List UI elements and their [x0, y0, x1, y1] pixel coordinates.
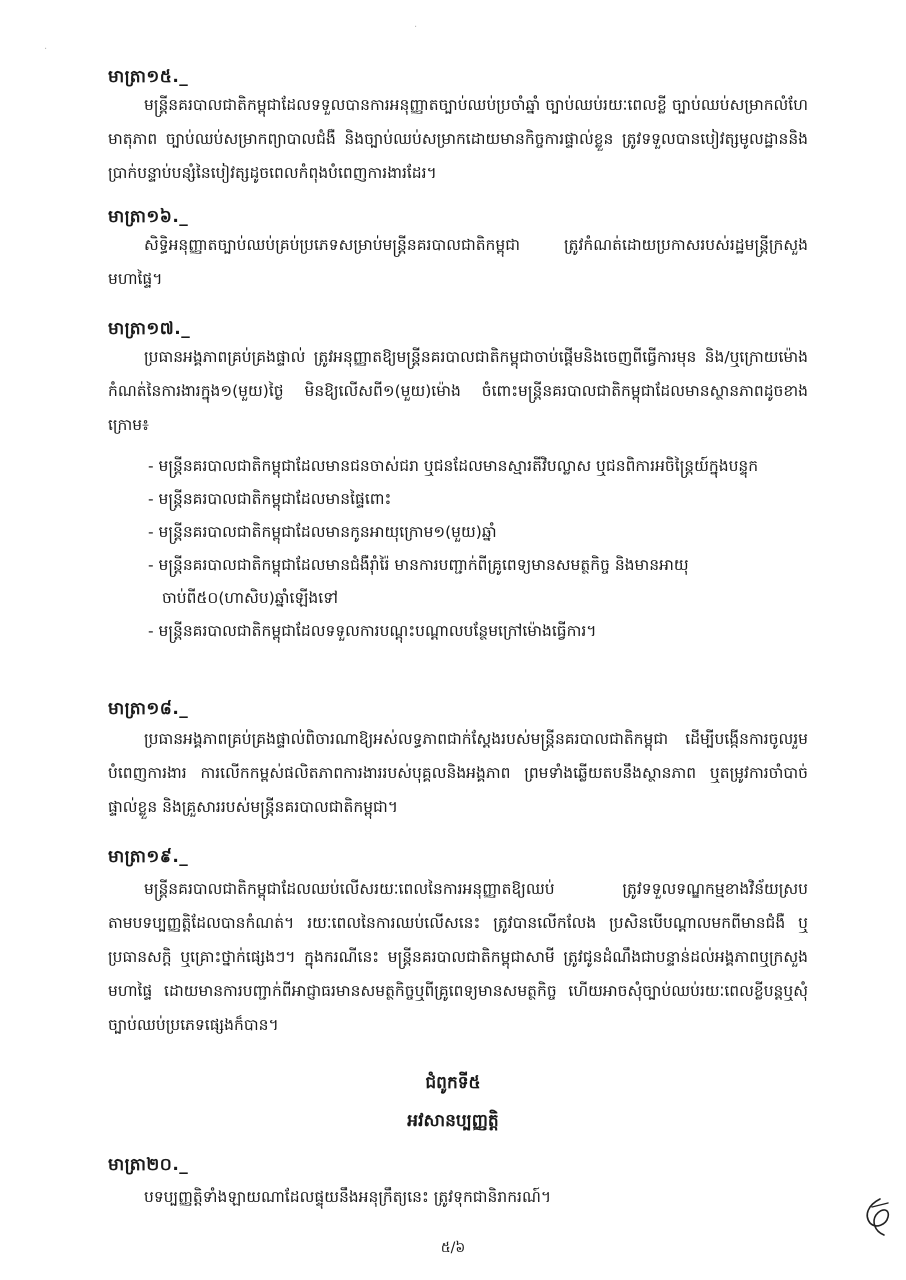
article-16-heading: មាត្រា១៦._	[108, 207, 189, 227]
article-20-text: បទប្បញ្ញត្តិទាំងឡាយណាដែលផ្ទុយនឹងអនុក្រឹត្យនេះ ត្រូវទុកជានិរាករណ៍។	[144, 1188, 552, 1206]
article-19-heading: មាត្រា១៩._	[108, 847, 189, 867]
page-number: ៥/៦	[440, 1240, 466, 1256]
article-17-bullet-list	[148, 450, 808, 648]
list-item: - មន្ត្រីនគរបាលជាតិកម្ពុជាដែលទទួលការបណ្តុះបណ្តាលបន្ថែមក្រៅម៉ោងធ្វើការ។	[148, 622, 597, 640]
handwritten-initial-icon	[858, 1195, 894, 1239]
article-15-text: មន្ត្រីនគរបាលជាតិកម្ពុជាដែលទទួលបានការអនុញ្ញាតច្បាប់ឈប់ប្រចាំឆ្នាំ ច្បាប់ឈប់រយៈពេលខ្លី ច្បាប់ឈប់សម្រាកលំហែមាតុភាព ច្បាប់ឈប់សម្រាកព្យាបាលជំងឺ និងច្បាប់ឈប់សម្រាកដោយមានកិច្ចការផ្ទាល់ខ្លួន ត្រូវទទួលបានបៀវត្សមូលដ្ឋាននិងប្រាក់បន្ទាប់បន្សំនៃបៀវត្សដូចពេលកំពុងបំពេញការងារដែរ។	[108, 96, 808, 182]
chapter-number: ជំពូកទី៥	[425, 1073, 481, 1093]
article-18-text: ប្រធានអង្គភាពគ្រប់គ្រងផ្ទាល់ពិចារណាឱ្យអស់លទ្ធភាពជាក់ស្តែងរបស់មន្ត្រីនគរបាលជាតិកម្ពុជា ដើម្បីបង្កើនការចូលរួមបំពេញការងារ ការលើកកម្ពស់ផលិតភាពការងាររបស់បុគ្គលនិងអង្គភាព ព្រមទាំងឆ្លើយតបនឹងស្ថានភាព ឬតម្រូវការចាំបាច់ផ្ទាល់ខ្លួន និងគ្រួសាររបស់មន្ត្រីនគរបាលជាតិកម្ពុជា។	[108, 730, 808, 816]
scan-speck: ·	[44, 44, 48, 55]
article-15-heading: មាត្រា១៥._	[108, 67, 189, 87]
list-item: - មន្ត្រីនគរបាលជាតិកម្ពុជាដែលមានកូនអាយុក្រោម១(មួយ)ឆ្នាំ	[148, 523, 497, 541]
article-17-text: ប្រធានអង្គភាពគ្រប់គ្រងផ្ទាល់ ត្រូវអនុញ្ញាតឱ្យមន្ត្រីនគរបាលជាតិកម្ពុជាចាប់ផ្តើមនិងចេញពីធ្វើការមុន និង/ឬក្រោយម៉ោងកំណត់នៃការងារក្នុង១(មួយ)ថ្ងៃ មិនឱ្យលើសពី១(មួយ)ម៉ោង ចំពោះមន្ត្រីនគរបាលជាតិកម្ពុជាដែលមានស្ថានភាពដូចខាងក្រោម៖	[108, 348, 808, 434]
article-20-heading: មាត្រា២០._	[108, 1155, 189, 1175]
list-item: - មន្ត្រីនគរបាលជាតិកម្ពុជាដែលមានជំងឺរ៉ាំរ៉ៃ មានការបញ្ជាក់ពីគ្រូពេទ្យមានសមត្ថកិច្ច និងមានអាយុចាប់ពី៥០(ហាសិប)ឆ្នាំឡើងទៅ	[148, 556, 689, 607]
article-18-heading: មាត្រា១៨._	[108, 699, 189, 719]
chapter-title: អវសានប្បញ្ញត្តិ	[407, 1111, 499, 1131]
list-item: - មន្ត្រីនគរបាលជាតិកម្ពុជាដែលមានផ្ទៃពោះ	[148, 490, 392, 508]
article-16-text: សិទ្ធិអនុញ្ញាតច្បាប់ឈប់គ្រប់ប្រភេទសម្រាប់មន្ត្រីនគរបាលជាតិកម្ពុជា ត្រូវកំណត់ដោយប្រកាសរបស់រដ្ឋមន្ត្រីក្រសួងមហាផ្ទៃ។	[108, 236, 808, 288]
article-17-heading: មាត្រា១៧._	[108, 319, 191, 339]
list-item: - មន្ត្រីនគរបាលជាតិកម្ពុជាដែលមានជនចាស់ជរា ឬជនដែលមានស្មារតីវិបល្លាស ឬជនពិការអចិន្ត្រៃយ៍ក្នុងបន្ទុក	[148, 457, 759, 475]
scan-speck: ·	[414, 22, 418, 33]
article-19-text: មន្ត្រីនគរបាលជាតិកម្ពុជាដែលឈប់លើសរយៈពេលនៃការអនុញ្ញាតឱ្យឈប់ ត្រូវទទួលទណ្ឌកម្មខាងវិន័យស្របតាមបទប្បញ្ញត្តិដែលបានកំណត់។ រយៈពេលនៃការឈប់លើសនេះ ត្រូវបានលើកលែង ប្រសិនបើបណ្តាលមកពីមានជំងឺ ឬប្រធានសក្តិ ឬគ្រោះថ្នាក់ផ្សេងៗ។ ក្នុងករណីនេះ មន្ត្រីនគរបាលជាតិកម្ពុជាសាមី ត្រូវជូនដំណឹងជាបន្ទាន់ដល់អង្គភាពឬក្រសួងមហាផ្ទៃ ដោយមានការបញ្ជាក់ពីអាជ្ញាធរមានសមត្ថកិច្ចឬពីគ្រូពេទ្យមានសមត្ថកិច្ច ហើយអាចសុំច្បាប់ឈប់រយៈពេលខ្លីបន្តឬសុំច្បាប់ឈប់ប្រភេទផ្សេងក៏បាន។	[108, 880, 808, 1034]
